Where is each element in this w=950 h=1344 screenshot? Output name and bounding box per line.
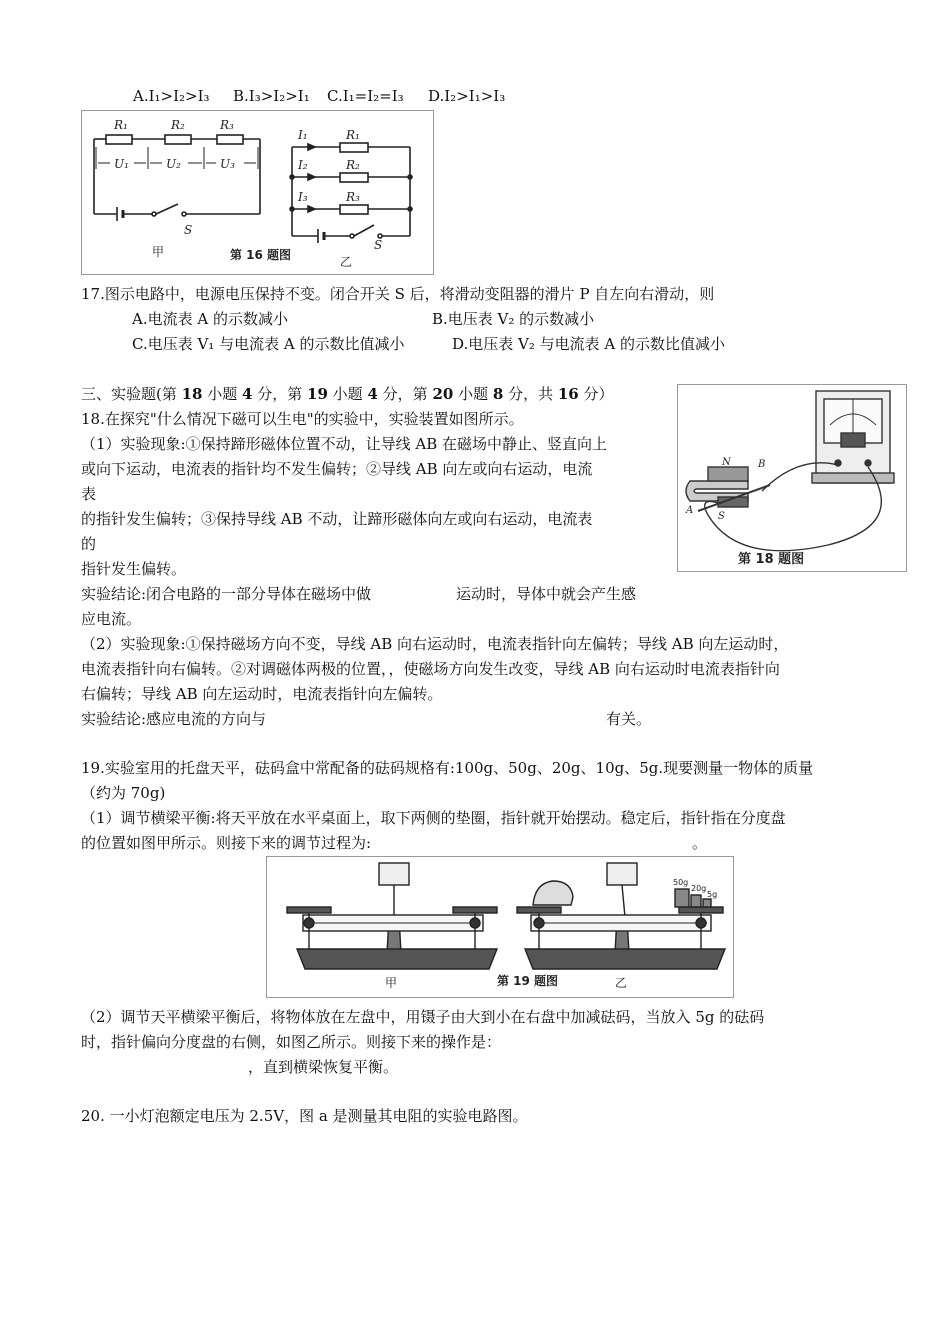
- weight-50g: [675, 889, 689, 907]
- label-i2: I₂: [298, 158, 308, 172]
- label-5g: 5g: [707, 890, 718, 899]
- q16-option-a: A.I₁>I₂>I₃: [133, 87, 210, 105]
- q20-line1: 20. 一小灯泡额定电压为 2.5V，图 a 是测量其电阻的实验电路图。: [81, 1107, 528, 1125]
- label-r2-right: R₂: [346, 158, 360, 172]
- label-n: N: [722, 457, 731, 468]
- label-i1: I₁: [298, 128, 308, 142]
- label-jia: 甲: [152, 245, 165, 259]
- label-b: B: [758, 459, 766, 470]
- label-r2: R₂: [171, 118, 185, 132]
- q16-figure: [81, 110, 434, 275]
- q19-line7: ，直到横梁恢复平衡。: [248, 1058, 399, 1076]
- balance-yi: [517, 863, 725, 969]
- object-on-pan: [533, 881, 573, 905]
- figure-19-caption: 第 19 题图: [497, 974, 559, 988]
- label-u3: U₃: [220, 157, 235, 171]
- label-r1: R₁: [114, 118, 128, 132]
- label-u2: U₂: [166, 157, 181, 171]
- q18-p1-line6: 指针发生偏转。: [81, 560, 187, 578]
- q16-option-c: C.I₁=I₂=I₃: [327, 87, 404, 105]
- q19-line4-post: 。: [692, 834, 708, 852]
- q17-stem: 17.图示电路中，电源电压保持不变。闭合开关 S 后，将滑动变阻器的滑片 P 自左向右滑动，则: [81, 285, 715, 303]
- resistor-r2: [165, 135, 191, 144]
- label-a: A: [686, 505, 694, 516]
- weight-20g: [691, 895, 701, 907]
- q18-conclusion1-line2: 应电流。: [81, 610, 142, 628]
- q19-line4-pre: 的位置如图甲所示。则接下来的调节过程为:: [81, 834, 372, 852]
- section3-heading: 三、实验题(第 18 小题 4 分，第 19 小题 4 分，第 20 小题 8 分，共 16 分）: [81, 385, 614, 403]
- q18-p1-line2: 或向下运动，电流表的指针均不发生偏转；②导线 AB 向左或向右运动，电流: [81, 460, 593, 478]
- q19-line3: （1）调节横梁平衡:将天平放在水平桌面上，取下两侧的垫圈，指针就开始摆动。稳定后，指针指在分度盘: [81, 809, 786, 827]
- q18-conclusion1-post: 运动时，导体中就会产生感: [456, 585, 637, 603]
- q18-p2-line3: 右偏转；导线 AB 向左运动时，电流表指针向左偏转。: [81, 685, 443, 703]
- q18-p1-line5: 的: [81, 535, 97, 553]
- figure-18-caption: 第 18 题图: [738, 552, 805, 567]
- figure-16-caption: 第 16 题图: [230, 248, 292, 262]
- label-r1-right: R₁: [346, 128, 360, 142]
- q16-option-d: D.I₂>I₁>I₃: [428, 87, 506, 105]
- label-yi: 乙: [340, 255, 353, 269]
- q17-option-b: B.电压表 V₂ 的示数减小: [432, 310, 595, 328]
- label-i3: I₃: [298, 190, 308, 204]
- q19-line6: 时，指针偏向分度盘的右侧，如图乙所示。则接下来的操作是：: [81, 1033, 502, 1051]
- resistor-r3: [217, 135, 243, 144]
- q18-conclusion1-pre: 实验结论:闭合电路的一部分导体在磁场中做: [81, 585, 372, 603]
- balance-jia: [287, 863, 497, 969]
- q19-line2: （约为 70g): [81, 784, 166, 802]
- label-switch-left: S: [184, 223, 193, 237]
- q18-conclusion2-post: 有关。: [606, 710, 652, 728]
- q19-figure: [266, 856, 734, 998]
- q17-option-c: C.电压表 V₁ 与电流表 A 的示数比值减小: [132, 335, 405, 353]
- weight-5g: [703, 899, 711, 907]
- label-u1: U₁: [114, 157, 129, 171]
- q19-line5: （2）调节天平横梁平衡后，将物体放在左盘中，用镊子由大到小在右盘中加减砝码，当放入 5g 的砝码: [81, 1008, 765, 1026]
- label-r3-right: R₃: [346, 190, 360, 204]
- q18-p1-line4: 的指针发生偏转；③保持导线 AB 不动，让蹄形磁体向左或向右运动，电流表: [81, 510, 593, 528]
- q18-conclusion2-pre: 实验结论:感应电流的方向与: [81, 710, 267, 728]
- q16-option-b: B.I₃>I₂>I₁: [233, 87, 310, 105]
- label-jia-19: 甲: [385, 976, 398, 990]
- q18-stem: 18.在探究"什么情况下磁可以生电"的实验中，实验装置如图所示。: [81, 410, 524, 428]
- q18-p2-line2: 电流表指针向右偏转。②对调磁体两极的位置，，使磁场方向发生改变，导线 AB 向右运动时电流表指针向: [81, 660, 780, 678]
- label-r3: R₃: [220, 118, 234, 132]
- label-switch-right: S: [374, 238, 383, 252]
- q18-p1-line1: （1）实验现象:①保持蹄形磁体位置不动，让导线 AB 在磁场中静止、竖直向上: [81, 435, 607, 453]
- q17-option-d: D.电压表 V₂ 与电流表 A 的示数比值减小: [452, 335, 726, 353]
- label-yi-19: 乙: [615, 976, 628, 990]
- q17-option-a: A.电流表 A 的示数减小: [132, 310, 288, 328]
- q18-p2-line1: （2）实验现象:①保持磁场方向不变，导线 AB 向右运动时，电流表指针向左偏转；导线 AB 向左运动时，: [81, 635, 789, 653]
- q18-p1-line3: 表: [81, 485, 97, 503]
- q19-line1: 19.实验室用的托盘天平，砝码盒中常配备的砝码规格有:100g、50g、20g、10g、5g.现要测量一物体的质量: [81, 759, 814, 777]
- resistor-r1: [106, 135, 132, 144]
- q18-figure: [677, 384, 907, 572]
- label-20g: 20g: [691, 884, 707, 893]
- label-50g: 50g: [673, 878, 689, 887]
- label-s: S: [718, 511, 725, 522]
